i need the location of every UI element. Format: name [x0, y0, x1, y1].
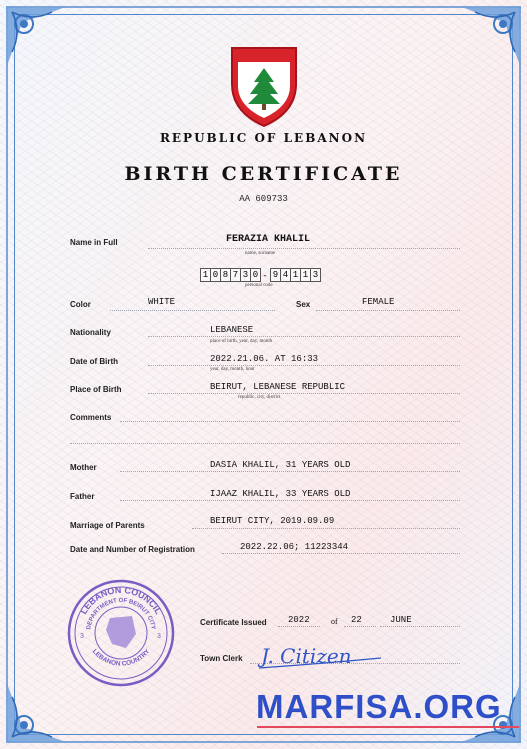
registration-label: Date and Number of Registration [70, 545, 195, 554]
dob-underline [148, 365, 460, 366]
seal-inner-text: DEPARTMENT OF BEIRUT CITY [86, 597, 156, 631]
mother-underline [120, 471, 460, 472]
code-digit: 4 [280, 268, 291, 282]
watermark-logo [256, 688, 524, 730]
registration-underline [222, 553, 460, 554]
corner-ornament-icon [2, 677, 72, 747]
code-dash: - [263, 270, 267, 280]
pob-label: Place of Birth [70, 385, 122, 394]
issued-day-underline [344, 626, 376, 627]
official-seal [66, 578, 176, 688]
registration-value: 2022.22.06; 11223344 [240, 542, 349, 552]
name-value: FERAZIA KHALIL [226, 234, 311, 245]
nationality-hint: place of birth, year, day, month [210, 339, 273, 344]
code-digit: 9 [270, 268, 281, 282]
code-digit: 0 [210, 268, 221, 282]
seal-left-mark: 3 [80, 633, 84, 640]
corner-ornament-icon [455, 2, 525, 72]
comments-label: Comments [70, 413, 112, 422]
code-digit: 1 [290, 268, 301, 282]
nationality-label: Nationality [70, 328, 111, 337]
clerk-label: Town Clerk [200, 654, 243, 663]
nationality-underline [148, 336, 460, 337]
name-hint: name, surname [245, 251, 276, 256]
father-value: IJAAZ KHALIL, 33 YEARS OLD [210, 489, 351, 499]
marriage-underline [192, 528, 460, 529]
color-label: Color [70, 300, 91, 309]
issued-label: Certificate Issued [200, 618, 267, 627]
personal-code-hint: personal code [245, 283, 273, 288]
mother-label: Mother [70, 463, 97, 472]
dob-hint: year, day, month, hour [210, 367, 255, 372]
certificate-title: BIRTH CERTIFICATE [124, 163, 403, 185]
dob-value: 2022.21.06. AT 16:33 [210, 354, 319, 364]
pob-value: BEIRUT, LEBANESE REPUBLIC [210, 382, 346, 392]
serial-number: AA 609733 [239, 194, 288, 204]
pob-underline [148, 393, 460, 394]
sex-value: FEMALE [362, 297, 395, 307]
issued-year-underline [278, 626, 320, 627]
nationality-value: LEBANESE [210, 325, 254, 335]
pob-hint: republic, city, district [238, 395, 281, 400]
code-digit: 3 [240, 268, 251, 282]
seal-right-mark: 3 [157, 633, 161, 640]
personal-code-boxes [200, 268, 320, 282]
code-digit: 3 [310, 268, 321, 282]
clerk-signature [257, 638, 387, 674]
issued-month: JUNE [390, 615, 412, 625]
marriage-value: BEIRUT CITY, 2019.09.09 [210, 516, 335, 526]
watermark-underline [257, 726, 519, 728]
code-digit: 1 [200, 268, 211, 282]
issued-month-underline [380, 626, 460, 627]
color-underline [110, 310, 275, 311]
code-digit: 0 [250, 268, 261, 282]
mother-value: DASIA KHALIL, 31 YEARS OLD [210, 460, 351, 470]
color-value: WHITE [148, 297, 176, 307]
sex-underline [316, 310, 460, 311]
signature-text: J. Citizen [261, 644, 352, 668]
code-digit: 8 [220, 268, 231, 282]
code-digit: 7 [230, 268, 241, 282]
code-digit: 1 [300, 268, 311, 282]
name-underline [148, 248, 460, 249]
comments-underline [120, 421, 460, 422]
sex-label: Sex [296, 300, 311, 309]
of-label: of [331, 617, 338, 626]
father-underline [120, 500, 460, 501]
marriage-label: Marriage of Parents [70, 521, 145, 530]
lebanon-emblem-icon [228, 44, 300, 128]
republic-heading: REPUBLIC OF LEBANON [159, 131, 368, 145]
issued-year: 2022 [288, 615, 310, 625]
seal-bottom-text: LEBANON COUNTRY [90, 648, 152, 668]
seal-outer-text: LEBANON COUNCIL [78, 584, 164, 616]
father-label: Father [70, 492, 95, 501]
watermark-text: MARFISA.ORG [256, 688, 502, 725]
corner-ornament-icon [2, 2, 72, 72]
dob-label: Date of Birth [70, 357, 118, 366]
issued-day: 22 [351, 615, 362, 625]
comments-underline-2 [70, 443, 460, 444]
name-label: Name in Full [70, 238, 118, 247]
